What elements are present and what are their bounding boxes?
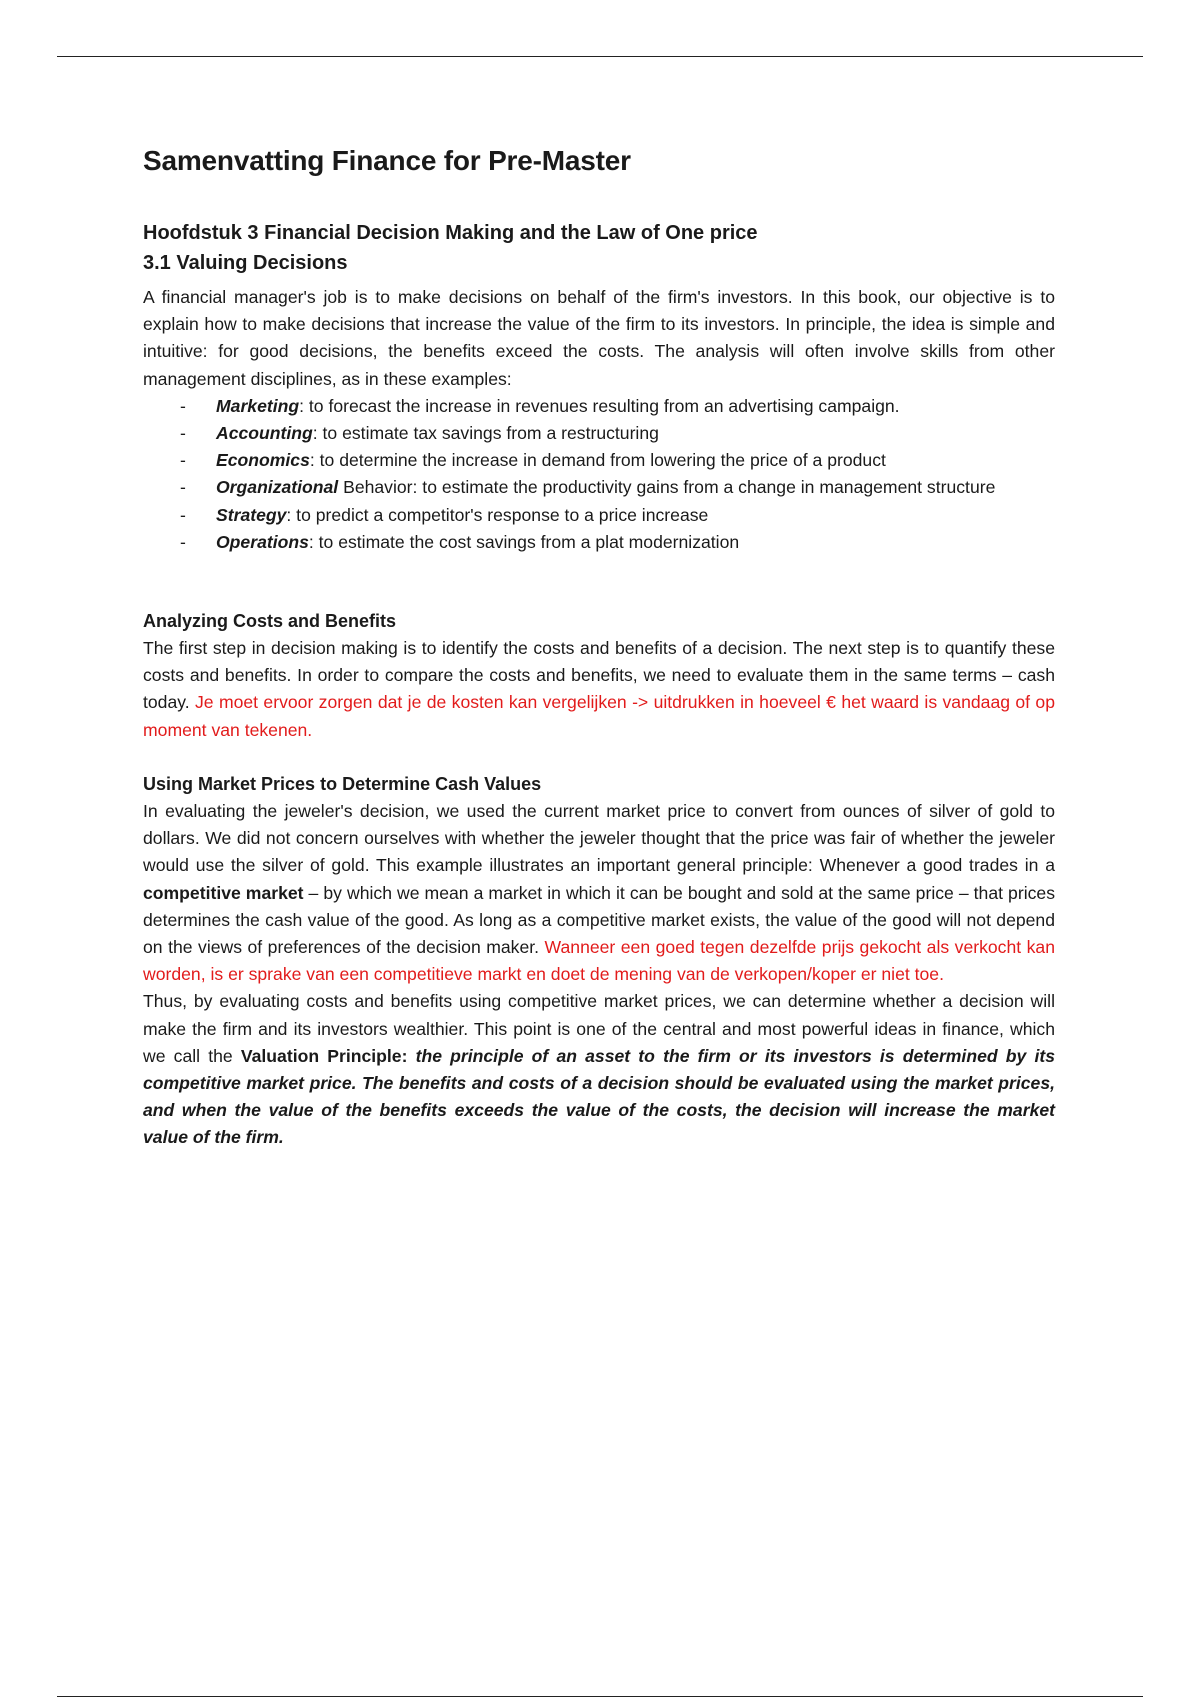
market-prices-heading: Using Market Prices to Determine Cash Values bbox=[143, 774, 542, 794]
bullet-dash: - bbox=[180, 423, 186, 444]
costs-benefits-section bbox=[143, 608, 1055, 744]
market-prices-section bbox=[143, 771, 1055, 1152]
list-item-text: Behavior: to estimate the productivity gains from a change in management structure bbox=[338, 477, 996, 498]
valuation-principle-text: the principle of an asset to the firm or its investors is determined by its competitive market price. The benefits and costs of a decision should be evaluated using the market prices, and when the value of the benefits exceeds the value of the costs, the decision will increase the market value of the firm. bbox=[143, 1045, 1056, 1148]
list-item-text: : to determine the increase in demand from lowering the price of a product bbox=[309, 450, 886, 471]
document-title: Samenvatting Finance for Pre-Master bbox=[143, 145, 631, 176]
market-prices-paragraph bbox=[143, 798, 1055, 988]
list-item-text: : to estimate the cost savings from a plat modernization bbox=[308, 531, 740, 552]
costs-benefits-paragraph bbox=[143, 635, 1055, 744]
valuing-decisions-section bbox=[143, 284, 1055, 556]
list-item bbox=[143, 393, 1055, 420]
market-prices-text-2: – by which we mean a market in which it can be bought and sold at the same price – that prices determines the cash value of the good. As long as a competitive market exists, the value of the good will not depend on the views of preferences of the decision maker. bbox=[143, 882, 1055, 958]
bullet-dash: - bbox=[180, 450, 186, 471]
bullet-dash: - bbox=[180, 504, 186, 525]
list-item-term: Accounting bbox=[216, 423, 313, 444]
valuation-principle-label: Valuation Principle: bbox=[240, 1045, 408, 1066]
bullet-dash: - bbox=[180, 395, 186, 416]
costs-benefits-note: Je moet ervoor zorgen dat je de kosten kan vergelijken -> uitdrukken in hoeveel € het waard is vandaag of op moment van tekenen. bbox=[143, 692, 1055, 740]
list-item-text: : to estimate tax savings from a restructuring bbox=[312, 423, 659, 444]
market-prices-text-1: In evaluating the jeweler's decision, we used the current market price to convert from ounces of silver of gold to dollars. We did not concern ourselves with whether the jeweler thought that the price was fair of whether the jeweler would use the silver of gold. This example illustrates an important general principle: Whenever a good trades in a bbox=[143, 801, 1055, 876]
market-prices-note: Wanneer een goed tegen dezelfde prijs gekocht als verkocht kan worden, is er sprake van een competitieve markt en doet de mening van de verkopen/koper er niet toe. bbox=[143, 937, 1056, 985]
section-heading: 3.1 Valuing Decisions bbox=[143, 252, 348, 274]
list-item bbox=[143, 447, 1055, 474]
list-item bbox=[143, 529, 1055, 556]
list-item bbox=[143, 420, 1055, 447]
chapter-heading: Hoofdstuk 3 Financial Decision Making and the Law of One price bbox=[143, 222, 758, 244]
footer-rule bbox=[57, 1696, 1143, 1697]
valuation-principle-paragraph bbox=[143, 988, 1055, 1151]
list-item-term: Economics bbox=[216, 450, 310, 471]
list-item-text: : to predict a competitor's response to a price increase bbox=[286, 504, 709, 525]
intro-paragraph: A financial manager's job is to make decisions on behalf of the firm's investors. In this book, our objective is to explain how to make decisions that increase the value of the firm to its investors. In principle, the idea is simple and intuitive: for good decisions, the benefits exceed the costs. The analysis will often involve skills from other management disciplines, as in these examples: bbox=[143, 287, 1055, 389]
header-rule bbox=[57, 56, 1143, 57]
valuation-intro-text: Thus, by evaluating costs and benefits using competitive market prices, we can determine whether a decision will make the firm and its investors wealthier. This point is one of the central and most powerful ideas in finance, which we call the bbox=[143, 991, 1055, 1066]
list-item bbox=[143, 502, 1055, 529]
list-item-term: Strategy bbox=[216, 504, 287, 525]
list-item bbox=[143, 474, 1055, 501]
list-item-term: Marketing bbox=[216, 395, 300, 416]
costs-benefits-text: The first step in decision making is to identify the costs and benefits of a decision. The next step is to quantify these costs and benefits. In order to compare the costs and benefits, we need to evaluate them in the same terms – cash today. bbox=[143, 638, 1055, 713]
list-item-text: : to forecast the increase in revenues resulting from an advertising campaign. bbox=[299, 395, 900, 416]
competitive-market-term: competitive market bbox=[143, 882, 304, 903]
bullet-dash: - bbox=[180, 477, 186, 498]
list-item-term: Operations bbox=[216, 531, 309, 552]
list-item-term: Organizational bbox=[216, 477, 339, 498]
costs-benefits-heading: Analyzing Costs and Benefits bbox=[143, 611, 397, 631]
discipline-list bbox=[143, 393, 1055, 556]
bullet-dash: - bbox=[180, 531, 186, 552]
